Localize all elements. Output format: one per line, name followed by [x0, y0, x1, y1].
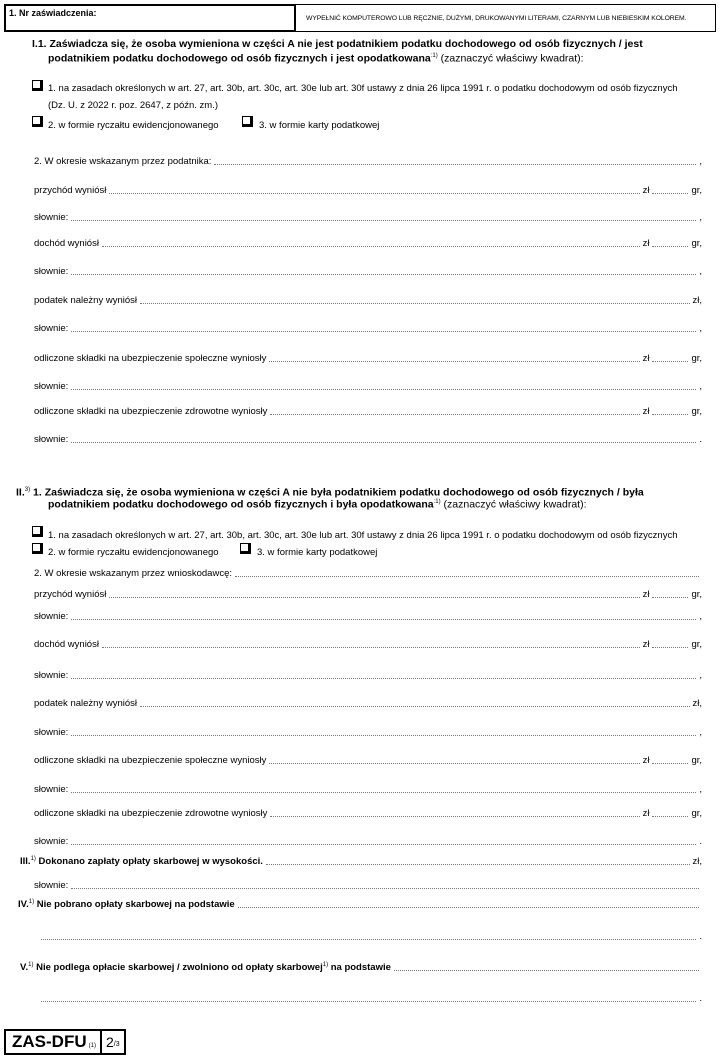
s1-row-income[interactable]: [34, 237, 702, 249]
fill-line[interactable]: [71, 331, 696, 332]
fill-line[interactable]: [71, 220, 696, 221]
unit: ,: [699, 670, 702, 681]
s2-option3-label: 3. w formie karty podatkowej: [257, 547, 378, 558]
row-label: słownie:: [34, 381, 69, 392]
certificate-number-label: 1. Nr zaświadczenia:: [9, 8, 97, 18]
section1-title-line2: podatnikiem podatku dochodowego od osób fizycznych i jest opodatkowana: [48, 52, 431, 65]
row-label: słownie:: [34, 611, 69, 622]
unit-zl: zł: [642, 589, 650, 600]
row-label: słownie:: [34, 434, 69, 445]
unit-zl: zł: [642, 185, 650, 196]
section1-title-2: [48, 50, 584, 65]
unit-gr: gr,: [691, 238, 702, 249]
fill-line[interactable]: [238, 907, 699, 908]
gr-fill-line[interactable]: [652, 647, 688, 648]
section3-footnote: 1): [30, 855, 36, 862]
s1-row-words[interactable]: [34, 265, 702, 277]
section1-footnote: :1): [430, 53, 438, 59]
s1-period-label: 2. W okresie wskazanym przez podatnika:: [34, 156, 212, 167]
fill-line[interactable]: [140, 303, 690, 304]
row-label: odliczone składki na ubezpieczenie społeczne wyniosły: [34, 353, 267, 364]
instruction-box: [296, 4, 716, 32]
unit: .: [699, 836, 702, 847]
row-label: słownie:: [34, 670, 69, 681]
unit: .: [699, 434, 702, 445]
unit-gr: gr,: [691, 185, 702, 196]
zl-fill-line[interactable]: [269, 361, 639, 362]
zl-fill-line[interactable]: [270, 816, 639, 817]
s1-row-words[interactable]: [34, 322, 702, 334]
unit-gr: gr,: [691, 808, 702, 819]
s3-fee-row[interactable]: [20, 855, 702, 867]
s2-period-label: 2. W okresie wskazanym przez wnioskodawcę:: [34, 568, 232, 579]
certificate-number-box[interactable]: [4, 4, 296, 32]
unit: ,: [699, 156, 702, 167]
gr-fill-line[interactable]: [652, 414, 688, 415]
row-label: przychód wyniósł: [34, 589, 107, 600]
unit: .: [699, 931, 702, 942]
section2-hint: (zaznaczyć właściwy kwadrat):: [440, 498, 587, 511]
gr-fill-line[interactable]: [652, 361, 688, 362]
s1-row-tax[interactable]: [34, 294, 702, 306]
s2-row-words[interactable]: [34, 783, 702, 795]
unit-gr: gr,: [691, 353, 702, 364]
section4-text: Nie pobrano opłaty skarbowej na podstawie: [34, 899, 235, 910]
gr-fill-line[interactable]: [652, 246, 688, 247]
unit-zl: zł: [642, 755, 650, 766]
s4-basis-row[interactable]: [18, 898, 702, 910]
zl-fill-line[interactable]: [102, 647, 640, 648]
s2-option3-checkbox[interactable]: [240, 543, 251, 554]
fill-line[interactable]: [71, 442, 696, 443]
zl-fill-line[interactable]: [109, 597, 639, 598]
section3-number: III.: [20, 856, 31, 867]
page-number: 2: [105, 1034, 114, 1050]
fill-line[interactable]: [71, 389, 696, 390]
s2-option2-checkbox[interactable]: [32, 543, 43, 554]
unit: ,: [699, 323, 702, 334]
row-label: dochód wyniósł: [34, 238, 99, 249]
row-label: słownie:: [34, 323, 69, 334]
row-label: podatek należny wyniósł: [34, 698, 137, 709]
s2-row-words[interactable]: [34, 726, 702, 738]
section2-title-line2: podatnikiem podatku dochodowego od osób fizycznych i była opodatkowana: [48, 498, 434, 511]
s2-option2-label: 2. w formie ryczałtu ewidencjonowanego: [48, 547, 219, 558]
s2-row-social[interactable]: [34, 754, 702, 766]
section4-number: IV.: [18, 899, 29, 910]
section2-footnote: 3): [24, 487, 31, 493]
s1-row-social[interactable]: [34, 352, 702, 364]
section5-text-2: na podstawie: [328, 962, 391, 973]
s1-option3-label: 3. w formie karty podatkowej: [259, 120, 380, 131]
s1-period-row[interactable]: [34, 155, 702, 167]
unit: ,: [699, 212, 702, 223]
s2-period-row[interactable]: [34, 567, 702, 579]
section5-text: Nie podlega opłacie skarbowej / zwolniono od opłaty skarbowej: [33, 962, 323, 973]
fill-line[interactable]: [214, 164, 696, 165]
section1-hint: (zaznaczyć właściwy kwadrat):: [437, 52, 584, 65]
fill-line[interactable]: [71, 619, 696, 620]
s2-row-tax[interactable]: [34, 697, 702, 709]
zl-fill-line[interactable]: [109, 193, 639, 194]
section1-title-line1: Zaświadcza się, że osoba wymieniona w części A nie jest podatnikiem podatku dochodowego od osób fizycznych / jest: [49, 38, 643, 50]
unit: ,: [699, 381, 702, 392]
section2-title-line1: 1. Zaświadcza się, że osoba wymieniona w części A nie była podatnikiem podatku dochodowego od osób fizycznych / była: [30, 486, 644, 499]
row-label: słownie:: [34, 266, 69, 277]
section2-footnote-2: :1): [433, 499, 441, 505]
unit-zl: zł: [642, 639, 650, 650]
s1-row-health[interactable]: [34, 405, 702, 417]
unit-zl: zł: [642, 353, 650, 364]
s1-option1-checkbox[interactable]: [32, 80, 43, 91]
form-version: (1): [88, 1043, 96, 1049]
unit-zl: zł,: [692, 856, 702, 867]
unit: ,: [699, 266, 702, 277]
s2-row-income[interactable]: [34, 638, 702, 650]
fill-line[interactable]: [71, 844, 696, 845]
fill-line[interactable]: [41, 939, 696, 940]
page-indicator: [102, 1031, 124, 1053]
zl-fill-line[interactable]: [102, 246, 640, 247]
s2-row-words[interactable]: [34, 669, 702, 681]
section1-number: I.1.: [32, 38, 47, 50]
unit-gr: gr,: [691, 755, 702, 766]
unit: ,: [699, 784, 702, 795]
zl-fill-line[interactable]: [269, 763, 639, 764]
section2-number: II.: [16, 486, 25, 499]
gr-fill-line[interactable]: [652, 816, 688, 817]
section3-title: [20, 856, 263, 867]
unit: ,: [699, 727, 702, 738]
unit-zl: zł,: [692, 698, 702, 709]
row-label: odliczone składki na ubezpieczenie zdrowotne wyniosły: [34, 406, 268, 417]
fill-line[interactable]: [41, 1001, 696, 1002]
section3-text: Dokonano zapłaty opłaty skarbowej w wysokości.: [35, 856, 263, 867]
row-label: odliczone składki na ubezpieczenie zdrowotne wyniosły: [34, 808, 268, 819]
section5-number: V.: [20, 962, 29, 973]
fill-line[interactable]: [71, 792, 696, 793]
section1-title: [32, 38, 643, 50]
zl-fill-line[interactable]: [270, 414, 639, 415]
s2-row-revenue[interactable]: [34, 588, 702, 600]
s4-basis-row-2[interactable]: [38, 930, 702, 942]
s1-option3-checkbox[interactable]: [242, 116, 253, 127]
unit-zl: zł: [642, 808, 650, 819]
fill-line[interactable]: [394, 970, 699, 971]
row-label: dochód wyniósł: [34, 639, 99, 650]
s5-basis-row-2[interactable]: [38, 992, 702, 1004]
s2-row-health[interactable]: [34, 807, 702, 819]
s1-row-words[interactable]: [34, 380, 702, 392]
fill-line[interactable]: [235, 576, 699, 577]
page-total: /3: [113, 1040, 120, 1048]
gr-fill-line[interactable]: [652, 193, 688, 194]
row-label: podatek należny wyniósł: [34, 295, 137, 306]
unit-zl: zł: [642, 238, 650, 249]
s5-basis-row[interactable]: [20, 961, 702, 973]
section5-footnote-2: 1): [322, 961, 329, 968]
unit: ,: [699, 611, 702, 622]
section4-title: [18, 899, 235, 910]
s2-row-words[interactable]: [34, 610, 702, 622]
s1-option2-checkbox[interactable]: [32, 116, 43, 127]
s1-option1-label-2: (Dz. U. z 2022 r. poz. 2647, z późn. zm.): [48, 100, 219, 111]
unit-gr: gr,: [691, 406, 702, 417]
row-label: odliczone składki na ubezpieczenie społeczne wyniosły: [34, 755, 267, 766]
fill-line[interactable]: [71, 678, 696, 679]
s3-words-row[interactable]: [34, 879, 702, 891]
fill-line[interactable]: [140, 706, 690, 707]
row-label: słownie:: [34, 727, 69, 738]
fill-line[interactable]: [71, 888, 699, 889]
s1-row-words[interactable]: [34, 433, 702, 445]
s2-row-words[interactable]: [34, 835, 702, 847]
unit-zl: zł,: [692, 295, 702, 306]
fill-line[interactable]: [71, 274, 696, 275]
s1-row-revenue[interactable]: [34, 184, 702, 196]
row-label: słownie:: [34, 784, 69, 795]
unit-zl: zł: [642, 406, 650, 417]
s1-option1-label: 1. na zasadach określonych w art. 27, art. 30b, art. 30c, art. 30e lub art. 30f ustawy z dnia 26 lipca 1991 r. o podatku dochodowym od osób fizycznych: [48, 83, 678, 94]
fill-instruction: WYPEŁNIĆ KOMPUTEROWO LUB RĘCZNIE, DUŻYMI, DRUKOWANYMI LITERAMI, CZARNYM LUB NIEBIESKIM KOLOREM.: [306, 15, 687, 22]
section5-footnote: 1): [28, 961, 34, 968]
fill-line[interactable]: [266, 864, 690, 865]
row-label: przychód wyniósł: [34, 185, 107, 196]
s2-option1-checkbox[interactable]: [32, 526, 43, 537]
row-label: słownie:: [34, 212, 69, 223]
section5-title: [20, 962, 391, 973]
row-label: słownie:: [34, 836, 69, 847]
unit: .: [699, 993, 702, 1004]
s1-row-words[interactable]: [34, 211, 702, 223]
gr-fill-line[interactable]: [652, 597, 688, 598]
gr-fill-line[interactable]: [652, 763, 688, 764]
form-code-text: ZAS-DFU: [12, 1032, 87, 1051]
row-label: słownie:: [34, 880, 69, 891]
section2-title-2: [48, 496, 587, 511]
unit-gr: gr,: [691, 589, 702, 600]
form-code: [6, 1031, 102, 1053]
s2-option1-label: 1. na zasadach określonych w art. 27, art. 30b, art. 30c, art. 30e lub art. 30f ustawy z dnia 26 lipca 1991 r. o podatku dochodowym od osób fizycznych: [48, 530, 678, 541]
fill-line[interactable]: [71, 735, 696, 736]
unit-gr: gr,: [691, 639, 702, 650]
s1-option2-label: 2. w formie ryczałtu ewidencjonowanego: [48, 120, 219, 131]
form-footer: [4, 1029, 126, 1055]
section4-footnote: 1): [28, 898, 35, 905]
